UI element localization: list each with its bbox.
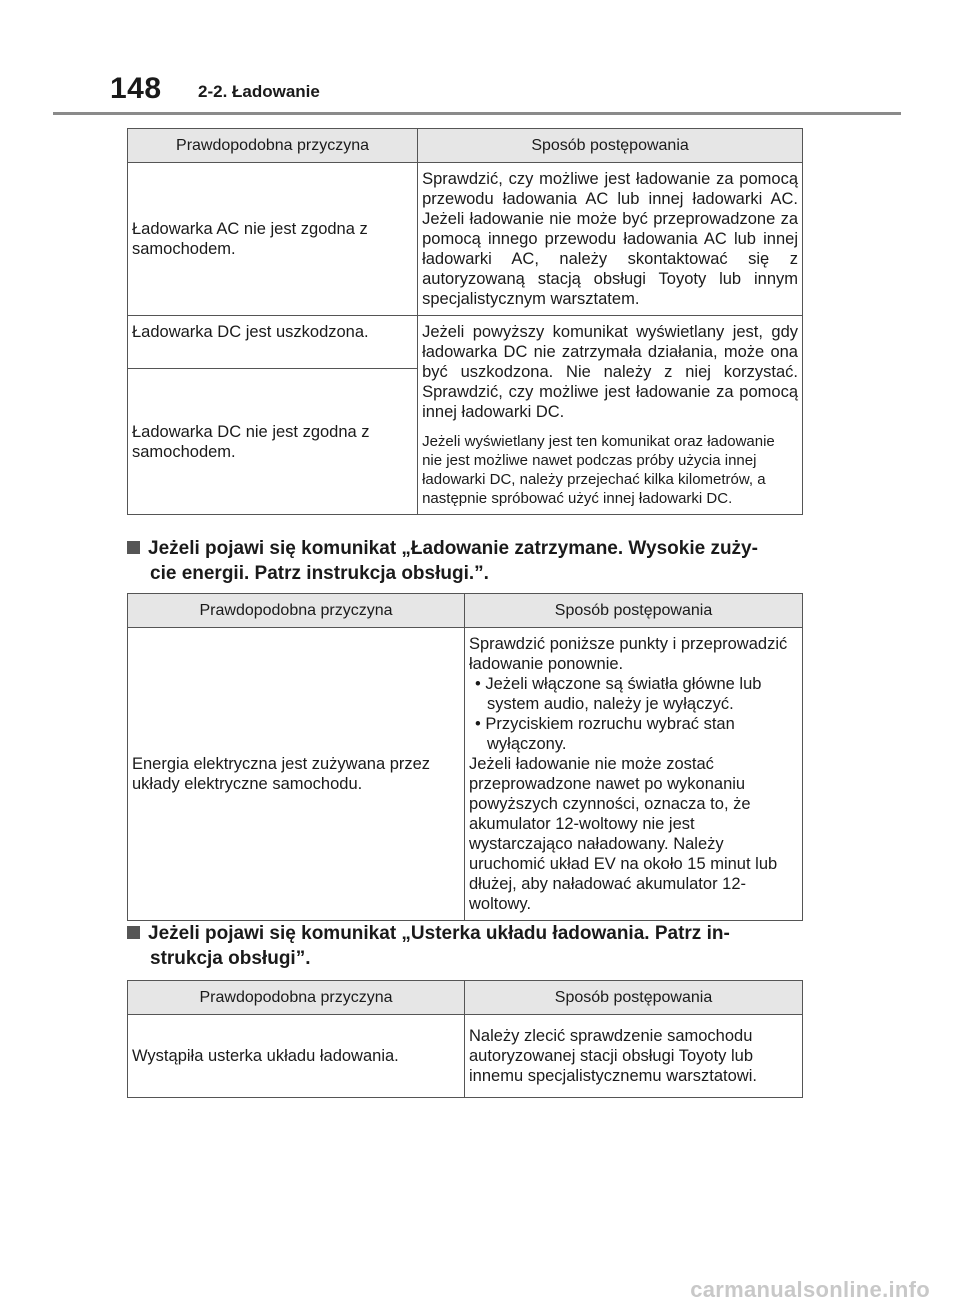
table-row xyxy=(128,163,803,316)
bullet-list xyxy=(469,674,798,754)
action-intro: Sprawdzić poniższe punkty i przeprowadzić ładowanie ponownie. xyxy=(469,635,788,673)
cause-cell: Ładowarka AC nie jest zgodna z samochodem. xyxy=(128,163,418,316)
table-dc-ac-charger xyxy=(127,128,803,515)
cause-cell: Energia elektryczna jest zużywana przez układy elektryczne samochodu. xyxy=(128,628,465,921)
action-text: Jeżeli powyższy komunikat wyświetlany jest, gdy ładowarka DC nie zatrzymała działania, może ona być uszkodzona. Nie należy z niej korzystać. Sprawdzić, czy możliwe jest ładowanie za pomocą innej ładowarki DC. xyxy=(422,323,798,421)
column-header-action: Sposób postępowania xyxy=(465,981,803,1015)
header-divider xyxy=(53,112,901,115)
column-header-action: Sposób postępowania xyxy=(418,129,803,163)
column-header-action: Sposób postępowania xyxy=(465,594,803,628)
cause-cell: Ładowarka DC jest uszkodzona. xyxy=(128,316,418,369)
table-header-row xyxy=(128,594,803,628)
list-item: • Przyciskiem rozruchu wybrać stan wyłączony. xyxy=(469,714,798,754)
table-header-row xyxy=(128,129,803,163)
section-title: 2-2. Ładowanie xyxy=(198,82,320,101)
cause-cell: Ładowarka DC nie jest zgodna z samochodem. xyxy=(128,369,418,515)
table-energy-consumption xyxy=(127,593,803,921)
action-cell: Sprawdzić, czy możliwe jest ładowanie za pomocą przewodu ładowania AC lub innej ładowarki AC. Jeżeli ładowanie nie może być przeprowadzone za pomocą innego przewodu ładowania AC lub innej ładowarki AC, należy skontaktować się z autoryzowaną stacją obsługi Toyoty lub innym specjalistycznym warsztatem. xyxy=(418,163,803,316)
table-header-row xyxy=(128,981,803,1015)
action-cell xyxy=(418,316,803,515)
column-header-cause: Prawdopodobna przyczyna xyxy=(128,594,465,628)
table-row xyxy=(128,316,803,369)
square-bullet-icon xyxy=(127,541,140,554)
action-cell xyxy=(465,628,803,921)
column-header-cause: Prawdopodobna przyczyna xyxy=(128,129,418,163)
page-header xyxy=(0,0,960,120)
table-row xyxy=(128,1015,803,1098)
cause-cell: Wystąpiła usterka układu ładowania. xyxy=(128,1015,465,1098)
section-heading: Jeżeli pojawi się komunikat „Ładowanie zatrzymane. Wysokie zuży- cie energii. Patrz instrukcja obsługi.”. xyxy=(127,536,817,586)
section-heading: Jeżeli pojawi się komunikat „Usterka układu ładowania. Patrz in- strukcja obsługi”. xyxy=(127,921,817,971)
list-item: • Jeżeli włączone są światła główne lub system audio, należy je wyłączyć. xyxy=(469,674,798,714)
watermark: carmanualsonline.info xyxy=(690,1277,930,1302)
page-number: 148 xyxy=(110,72,162,105)
action-note: Jeżeli wyświetlany jest ten komunikat oraz ładowanie nie jest możliwe nawet podczas próby użycia innej ładowarki DC, należy przejechać kilka kilometrów, a następnie spróbować użyć innej ładowarki DC. xyxy=(422,433,775,507)
action-cell: Należy zlecić sprawdzenie samochodu autoryzowanej stacji obsługi Toyoty lub innemu specjalistycznemu warsztatowi. xyxy=(465,1015,803,1098)
table-row xyxy=(128,628,803,921)
action-outro: Jeżeli ładowanie nie może zostać przeprowadzone nawet po wykonaniu powyższych czynności, oznacza to, że akumulator 12-woltowy nie jest wystarczająco naładowany. Należy uruchomić układ EV na około 15 minut lub dłużej, aby naładować akumulator 12-woltowy. xyxy=(469,755,778,913)
square-bullet-icon xyxy=(127,926,140,939)
table-charging-fault xyxy=(127,980,803,1098)
column-header-cause: Prawdopodobna przyczyna xyxy=(128,981,465,1015)
